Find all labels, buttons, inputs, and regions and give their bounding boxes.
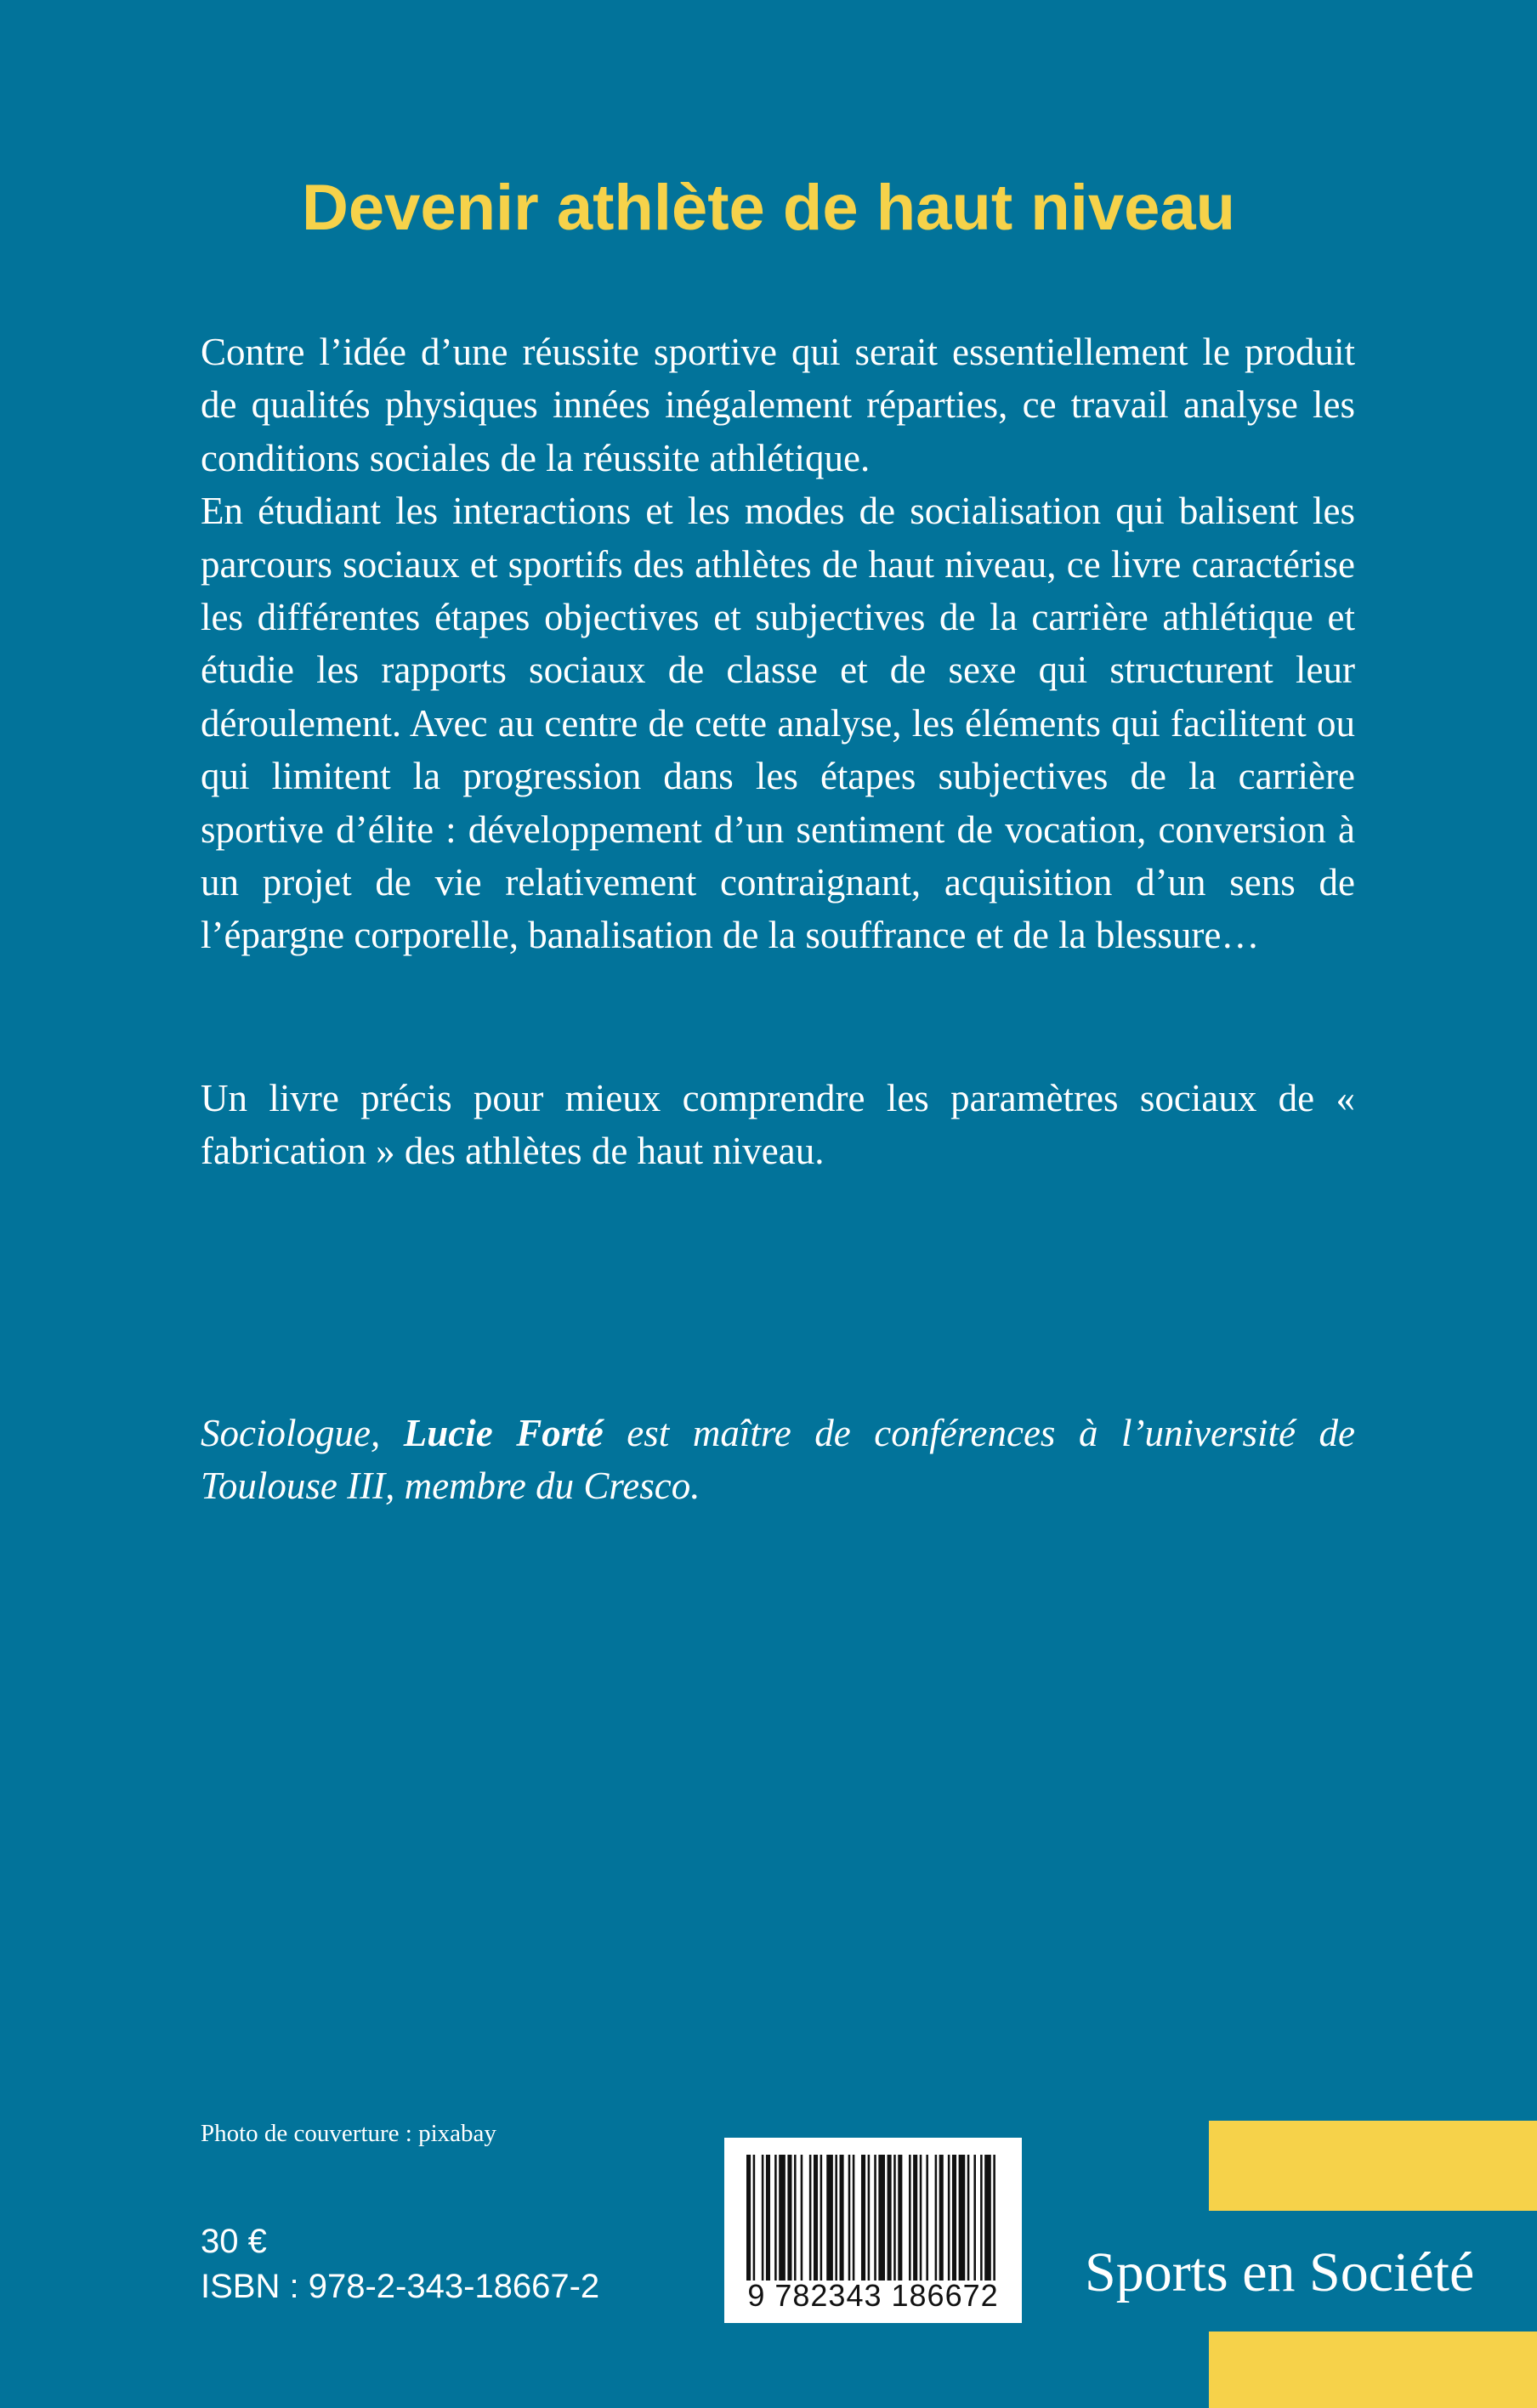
collection-name: Sports en Société — [1085, 2241, 1475, 2303]
author-suffix: est maître de conférences à l’université de Toulouse III, membre du Cresco. — [201, 1412, 1355, 1508]
yellow-band-bottom — [1209, 2332, 1537, 2408]
book-title: Devenir athlète de haut niveau — [301, 172, 1236, 244]
barcode — [724, 2138, 1022, 2323]
summary-text — [201, 326, 1355, 962]
summary-paragraph-2: En étudiant les interactions et les modes de socialisation qui balisent les parcours sociaux et sportifs des athlètes de haut niveau, ce livre caractérise les différentes étapes objectives et subjectives de la carrière athlétique et étudie les rapports sociaux de classe et de sexe qui structurent leur déroulement. Avec au centre de cette analyse, les éléments qui facilitent ou qui limitent la progression dans les étapes subjectives de la carrière sportive d’élite : développement d’un sentiment de vocation, conversion à un projet de vie relativement contraignant, acquisition d’un sens de l’épargne corporelle, banalisation de la souffrance et de la blessure… — [201, 490, 1355, 957]
summary-paragraph-1: Contre l’idée d’une réussite sportive qui serait essentiellement le produit de qualités physiques innées inégalement réparties, ce travail analyse les conditions sociales de la réussite athlétique. — [201, 331, 1355, 479]
photo-credit: Photo de couverture : pixabay — [201, 2120, 496, 2147]
author-prefix: Sociologue, — [201, 1412, 404, 1454]
conclusion-text — [201, 1072, 1355, 1178]
price: 30 € — [201, 2223, 267, 2260]
author-bio — [201, 1407, 1355, 1513]
barcode-bars-icon — [746, 2155, 1000, 2281]
author-bio-paragraph — [201, 1407, 1355, 1513]
isbn: ISBN : 978-2-343-18667-2 — [201, 2268, 600, 2305]
conclusion-paragraph: Un livre précis pour mieux comprendre les paramètres sociaux de « fabrication » des athlètes de haut niveau. — [201, 1077, 1355, 1173]
barcode-digits: 9 782343 186672 — [747, 2278, 999, 2313]
yellow-band-top — [1209, 2121, 1537, 2211]
author-name: Lucie Forté — [403, 1412, 604, 1454]
